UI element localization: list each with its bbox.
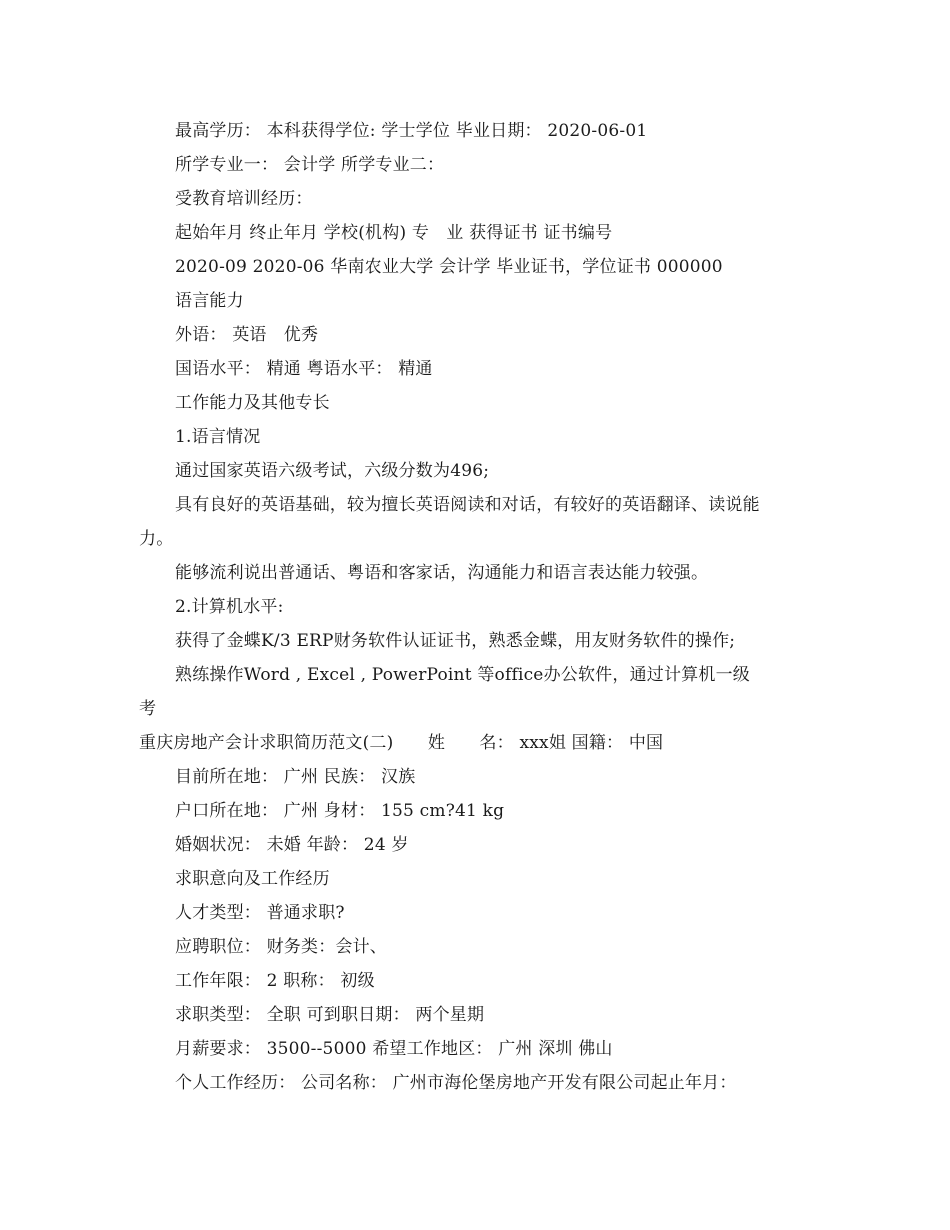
english-foundation-line-continued: 力。 [139,529,174,549]
foreign-language-line: 外语： 英语 优秀 [175,325,319,345]
language-ability-heading: 语言能力 [175,291,244,311]
education-table-header: 起始年月 终止年月 学校(机构) 专 业 获得证书 证书编号 [175,223,613,243]
kingdee-certificate-line: 获得了金蝶K/3 ERP财务软件认证证书，熟悉金蝶，用友财务软件的操作; [175,631,736,651]
office-software-line: 熟练操作Word , Excel , PowerPoint 等office办公软件，通过计算机一级 [175,665,750,685]
skills-heading: 工作能力及其他专长 [175,393,330,413]
major-line: 所学专业一： 会计学 所学专业二： [175,155,445,175]
salary-requirement-line: 月薪要求： 3500--5000 希望工作地区： 广州 深圳 佛山 [175,1039,613,1059]
talent-type-line: 人才类型： 普通求职? [175,903,345,923]
office-software-line-continued: 考 [139,699,157,719]
english-foundation-line: 具有良好的英语基础，较为擅长英语阅读和对话，有较好的英语翻译、读说能 [175,495,760,515]
language-situation-heading: 1.语言情况 [175,427,261,447]
dialects-line: 能够流利说出普通话、粤语和客家话，沟通能力和语言表达能力较强。 [175,563,709,583]
job-intention-heading: 求职意向及工作经历 [175,869,330,889]
education-table-row: 2020-09 2020-06 华南农业大学 会计学 毕业证书，学位证书 000000 [175,257,723,277]
mandarin-cantonese-line: 国语水平： 精通 粤语水平： 精通 [175,359,433,379]
job-type-line: 求职类型： 全职 可到职日期： 两个星期 [175,1005,485,1025]
computer-level-heading: 2.计算机水平: [175,597,284,617]
work-years-line: 工作年限： 2 职称： 初级 [175,971,375,991]
resume-title-line: 重庆房地产会计求职简历范文(二) 姓 名： xxx姐 国籍： 中国 [139,733,664,753]
position-applied-line: 应聘职位： 财务类：会计、 [175,937,388,957]
current-location-line: 目前所在地： 广州 民族： 汉族 [175,767,416,787]
household-location-line: 户口所在地： 广州 身材： 155 cm?41 kg [175,801,505,821]
work-experience-line: 个人工作经历： 公司名称： 广州市海伦堡房地产开发有限公司起止年月： [175,1073,737,1093]
cet6-line: 通过国家英语六级考试，六级分数为496; [175,461,490,481]
marital-status-line: 婚姻状况： 未婚 年龄： 24 岁 [175,835,409,855]
training-heading: 受教育培训经历： [175,189,313,209]
education-highest-degree-line: 最高学历： 本科获得学位: 学士学位 毕业日期： 2020-06-01 [175,121,648,141]
